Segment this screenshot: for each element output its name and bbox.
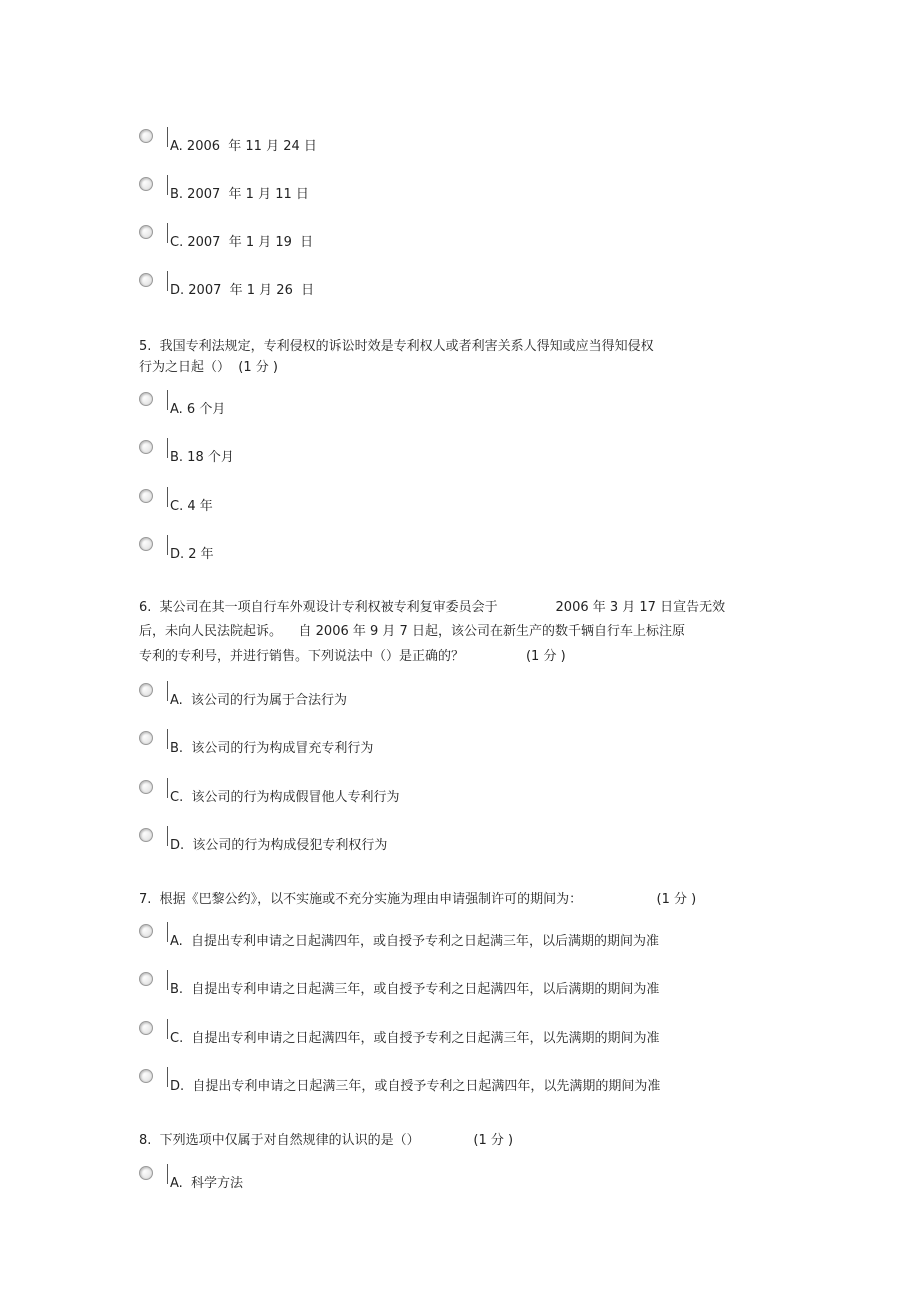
option-label: B. 该公司的行为构成冒充专利行为 <box>170 741 374 756</box>
q5-option-a[interactable] <box>139 390 225 420</box>
q7-option-d[interactable] <box>139 1067 660 1097</box>
radio-button[interactable] <box>139 828 153 842</box>
q6-question-line-1: 6. 某公司在其一项自行车外观设计专利权被专利复审委员会于 2006 年 3 月 17 日宣告无效 <box>139 600 726 615</box>
divider <box>167 681 168 701</box>
q6-option-c[interactable] <box>139 778 399 808</box>
radio-button[interactable] <box>139 780 153 794</box>
option-label: D. 该公司的行为构成侵犯专利权行为 <box>170 838 388 853</box>
radio-button[interactable] <box>139 731 153 745</box>
option-label: B. 自提出专利申请之日起满三年，或自授予专利之日起满四年，以后满期的期间为准 <box>170 982 660 997</box>
radio-button[interactable] <box>139 1069 153 1083</box>
q8-option-a[interactable] <box>139 1164 243 1194</box>
q4-option-a[interactable] <box>139 127 317 157</box>
radio-button[interactable] <box>139 489 153 503</box>
option-label: A. 科学方法 <box>170 1176 244 1191</box>
q7-question-line-1: 7. 根据《巴黎公约》，以不实施或不充分实施为理由申请强制许可的期间为： (1 分 ) <box>139 892 697 907</box>
divider <box>167 487 168 507</box>
divider <box>167 922 168 942</box>
q5-question-line-2: 行为之日起（） (1 分 ) <box>139 360 278 375</box>
divider <box>167 438 168 458</box>
q6-question-line-2: 后，未向人民法院起诉。 自 2006 年 9 月 7 日起，该公司在新生产的数千辆自行车上标注原 <box>139 624 685 639</box>
radio-button[interactable] <box>139 1166 153 1180</box>
option-label: A. 6 个月 <box>170 402 226 417</box>
radio-button[interactable] <box>139 1021 153 1035</box>
q4-option-d[interactable] <box>139 271 314 301</box>
q6-question-line-3: 专利的专利号，并进行销售。下列说法中（）是正确的？ (1 分 ) <box>139 649 566 664</box>
option-label: C. 自提出专利申请之日起满四年，或自授予专利之日起满三年，以先满期的期间为准 <box>170 1031 660 1046</box>
divider <box>167 970 168 990</box>
q7-option-c[interactable] <box>139 1019 659 1049</box>
radio-button[interactable] <box>139 225 153 239</box>
q4-option-c[interactable] <box>139 223 313 253</box>
divider <box>167 127 168 147</box>
option-label: C. 该公司的行为构成假冒他人专利行为 <box>170 790 400 805</box>
option-label: D. 2007 年 1 月 26 日 <box>170 283 315 298</box>
divider <box>167 826 168 846</box>
q5-option-b[interactable] <box>139 438 234 468</box>
radio-button[interactable] <box>139 537 153 551</box>
option-label: A. 该公司的行为属于合法行为 <box>170 693 348 708</box>
option-label: A. 自提出专利申请之日起满四年，或自授予专利之日起满三年，以后满期的期间为准 <box>170 934 660 949</box>
divider <box>167 175 168 195</box>
q6-option-d[interactable] <box>139 826 387 856</box>
divider <box>167 271 168 291</box>
q7-option-a[interactable] <box>139 922 659 952</box>
divider <box>167 390 168 410</box>
option-label: C. 4 年 <box>170 499 213 514</box>
radio-button[interactable] <box>139 177 153 191</box>
q5-option-d[interactable] <box>139 535 214 565</box>
divider <box>167 223 168 243</box>
divider <box>167 1164 168 1184</box>
q7-option-b[interactable] <box>139 970 659 1000</box>
q5-option-c[interactable] <box>139 487 213 517</box>
q5-question-line-1: 5. 我国专利法规定，专利侵权的诉讼时效是专利权人或者利害关系人得知或应当得知侵权 <box>139 339 654 354</box>
q6-option-b[interactable] <box>139 729 373 759</box>
radio-button[interactable] <box>139 392 153 406</box>
option-label: B. 18 个月 <box>170 450 234 465</box>
q6-option-a[interactable] <box>139 681 347 711</box>
radio-button[interactable] <box>139 129 153 143</box>
radio-button[interactable] <box>139 683 153 697</box>
divider <box>167 535 168 555</box>
divider <box>167 778 168 798</box>
divider <box>167 1067 168 1087</box>
radio-button[interactable] <box>139 273 153 287</box>
q4-option-b[interactable] <box>139 175 309 205</box>
option-label: D. 自提出专利申请之日起满三年，或自授予专利之日起满四年，以先满期的期间为准 <box>170 1079 661 1094</box>
divider <box>167 1019 168 1039</box>
radio-button[interactable] <box>139 972 153 986</box>
radio-button[interactable] <box>139 440 153 454</box>
option-label: B. 2007 年 1 月 11 日 <box>170 187 309 202</box>
q8-question-line-1: 8. 下列选项中仅属于对自然规律的认识的是（） (1 分 ) <box>139 1133 514 1148</box>
divider <box>167 729 168 749</box>
radio-button[interactable] <box>139 924 153 938</box>
option-label: A. 2006 年 11 月 24 日 <box>170 139 317 154</box>
option-label: C. 2007 年 1 月 19 日 <box>170 235 314 250</box>
option-label: D. 2 年 <box>170 547 214 562</box>
